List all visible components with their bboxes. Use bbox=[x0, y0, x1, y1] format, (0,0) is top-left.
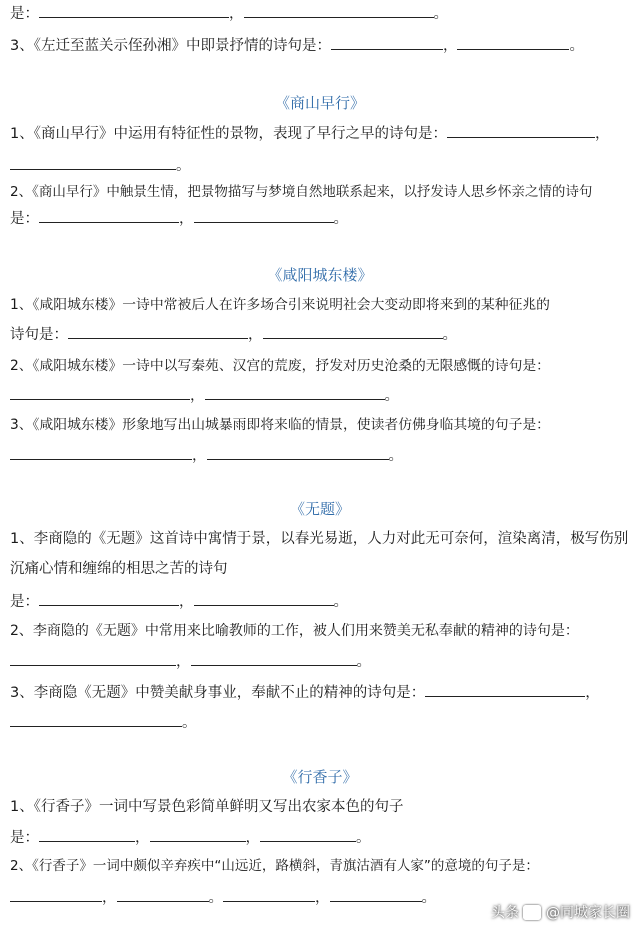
answer-blank bbox=[10, 711, 182, 727]
answer-line bbox=[10, 826, 632, 848]
answer-line bbox=[10, 444, 632, 466]
question-line bbox=[10, 414, 632, 436]
answer-blank bbox=[39, 207, 179, 223]
watermark-account: @同城家长圈 bbox=[546, 905, 630, 921]
answer-blank bbox=[39, 590, 179, 606]
question-text: 1、《商山早行》中运用有特征性的景物，表现了早行之早的诗句是： bbox=[10, 126, 447, 142]
answer-blank bbox=[425, 681, 585, 697]
answer-blank bbox=[10, 650, 176, 666]
question-text: 2、李商隐的《无题》中常用来比喻教师的工作，被人们用来赞美无私奉献的精神的诗句是： bbox=[10, 623, 579, 639]
question-text: 2、《商山早行》中触景生情，把景物描写与梦境自然地联系起来，以抒发诗人思乡怀亲之情的诗句 bbox=[10, 184, 593, 200]
section-title: 《行香子》 bbox=[282, 768, 358, 786]
period: 。 bbox=[333, 211, 348, 227]
comma: ， bbox=[229, 6, 244, 22]
question-line bbox=[10, 355, 632, 377]
comma: ， bbox=[245, 830, 260, 846]
answer-blank bbox=[194, 590, 334, 606]
question-text: 1、李商隐的《无题》这首诗中寓情于景，以春光易逝，人力对此无可奈何，渲染离清，极写伤别沉痛心情和缠绵的相思之苦的诗句 bbox=[10, 531, 629, 577]
answer-prefix: 是： bbox=[10, 594, 39, 610]
comma: ， bbox=[190, 388, 205, 404]
comma: ， bbox=[585, 685, 600, 701]
answer-prefix: 是： bbox=[10, 211, 39, 227]
question-line bbox=[10, 34, 632, 56]
question-line bbox=[10, 294, 632, 316]
answer-prefix: 是： bbox=[10, 6, 39, 22]
period: 。 bbox=[388, 448, 403, 464]
answer-blank bbox=[205, 384, 385, 400]
question-line bbox=[10, 796, 632, 818]
comma: ， bbox=[248, 327, 263, 343]
answer-blank bbox=[117, 886, 209, 902]
comma: ， bbox=[594, 126, 610, 142]
question-text: 3、李商隐《无题》中赞美献身事业，奉献不止的精神的诗句是： bbox=[10, 685, 426, 701]
answer-blank bbox=[150, 826, 246, 842]
question-text: 3、《咸阳城东楼》形象地写出山城暴雨即将来临的情景，使读者仿佛身临其境的句子是： bbox=[10, 417, 550, 433]
period: 。 bbox=[384, 388, 399, 404]
section-title: 《商山早行》 bbox=[274, 94, 365, 112]
comma: ， bbox=[135, 830, 150, 846]
period: 。 bbox=[356, 654, 371, 670]
answer-line bbox=[10, 384, 632, 406]
answer-line bbox=[10, 154, 632, 176]
period: 。 bbox=[356, 830, 371, 846]
answer-line bbox=[10, 207, 632, 229]
comma: ， bbox=[102, 890, 117, 906]
watermark-brand: 头条 bbox=[491, 905, 519, 921]
answer-blank bbox=[244, 2, 434, 18]
answer-blank bbox=[10, 886, 102, 902]
period: 。 bbox=[182, 715, 197, 731]
answer-line bbox=[10, 2, 632, 24]
answer-line bbox=[10, 323, 632, 345]
answer-blank bbox=[447, 122, 595, 138]
answer-prefix: 是： bbox=[10, 830, 39, 846]
period: 。 bbox=[421, 890, 436, 906]
answer-blank bbox=[68, 323, 248, 339]
question-line bbox=[10, 122, 632, 144]
answer-blank bbox=[191, 650, 357, 666]
answer-prefix: 诗句是： bbox=[10, 327, 68, 343]
question-text: 2、《行香子》一词中颇似辛弃疾中“山远近，路横斜，青旗沽酒有人家”的意境的句子是： bbox=[10, 858, 539, 874]
watermark bbox=[491, 902, 630, 922]
camera-icon bbox=[523, 905, 541, 920]
period: 。 bbox=[433, 6, 448, 22]
comma: ， bbox=[179, 594, 194, 610]
question-line bbox=[10, 620, 632, 642]
answer-line bbox=[10, 711, 632, 733]
period: 。 bbox=[176, 158, 191, 174]
answer-blank bbox=[330, 886, 422, 902]
answer-blank bbox=[207, 444, 389, 460]
question-line bbox=[10, 681, 632, 703]
question-line bbox=[10, 524, 632, 584]
question-text: 1、《咸阳城东楼》一诗中常被后人在许多场合引来说明社会大变动即将来到的某种征兆的 bbox=[10, 297, 550, 313]
period: 。 bbox=[333, 594, 348, 610]
question-text: 2、《咸阳城东楼》一诗中以写秦苑、汉宫的荒废，抒发对历史沧桑的无限感慨的诗句是： bbox=[10, 358, 550, 374]
answer-blank bbox=[223, 886, 315, 902]
answer-blank bbox=[263, 323, 443, 339]
comma: ， bbox=[176, 654, 191, 670]
answer-blank bbox=[10, 154, 176, 170]
section-title: 《无题》 bbox=[289, 500, 350, 518]
answer-blank bbox=[331, 34, 443, 50]
question-text: 1、《行香子》一词中写景色彩简单鲜明又写出农家本色的句子 bbox=[10, 799, 404, 815]
answer-line bbox=[10, 590, 632, 612]
answer-blank bbox=[39, 2, 229, 18]
period: 。 bbox=[442, 327, 457, 343]
answer-blank bbox=[10, 384, 190, 400]
answer-blank bbox=[260, 826, 356, 842]
comma: ， bbox=[442, 38, 458, 54]
question-line bbox=[10, 855, 632, 877]
period: 。 bbox=[569, 38, 584, 54]
period: 。 bbox=[208, 890, 223, 906]
comma: ， bbox=[179, 211, 194, 227]
question-line bbox=[10, 181, 632, 203]
comma: ， bbox=[192, 448, 207, 464]
answer-blank bbox=[10, 444, 192, 460]
question-text: 3、《左迁至蓝关示侄孙湘》中即景抒情的诗句是： bbox=[10, 38, 331, 54]
comma: ， bbox=[315, 890, 330, 906]
answer-blank bbox=[39, 826, 135, 842]
answer-blank bbox=[457, 34, 569, 50]
answer-line bbox=[10, 650, 632, 672]
section-title: 《咸阳城东楼》 bbox=[267, 266, 373, 284]
answer-blank bbox=[194, 207, 334, 223]
